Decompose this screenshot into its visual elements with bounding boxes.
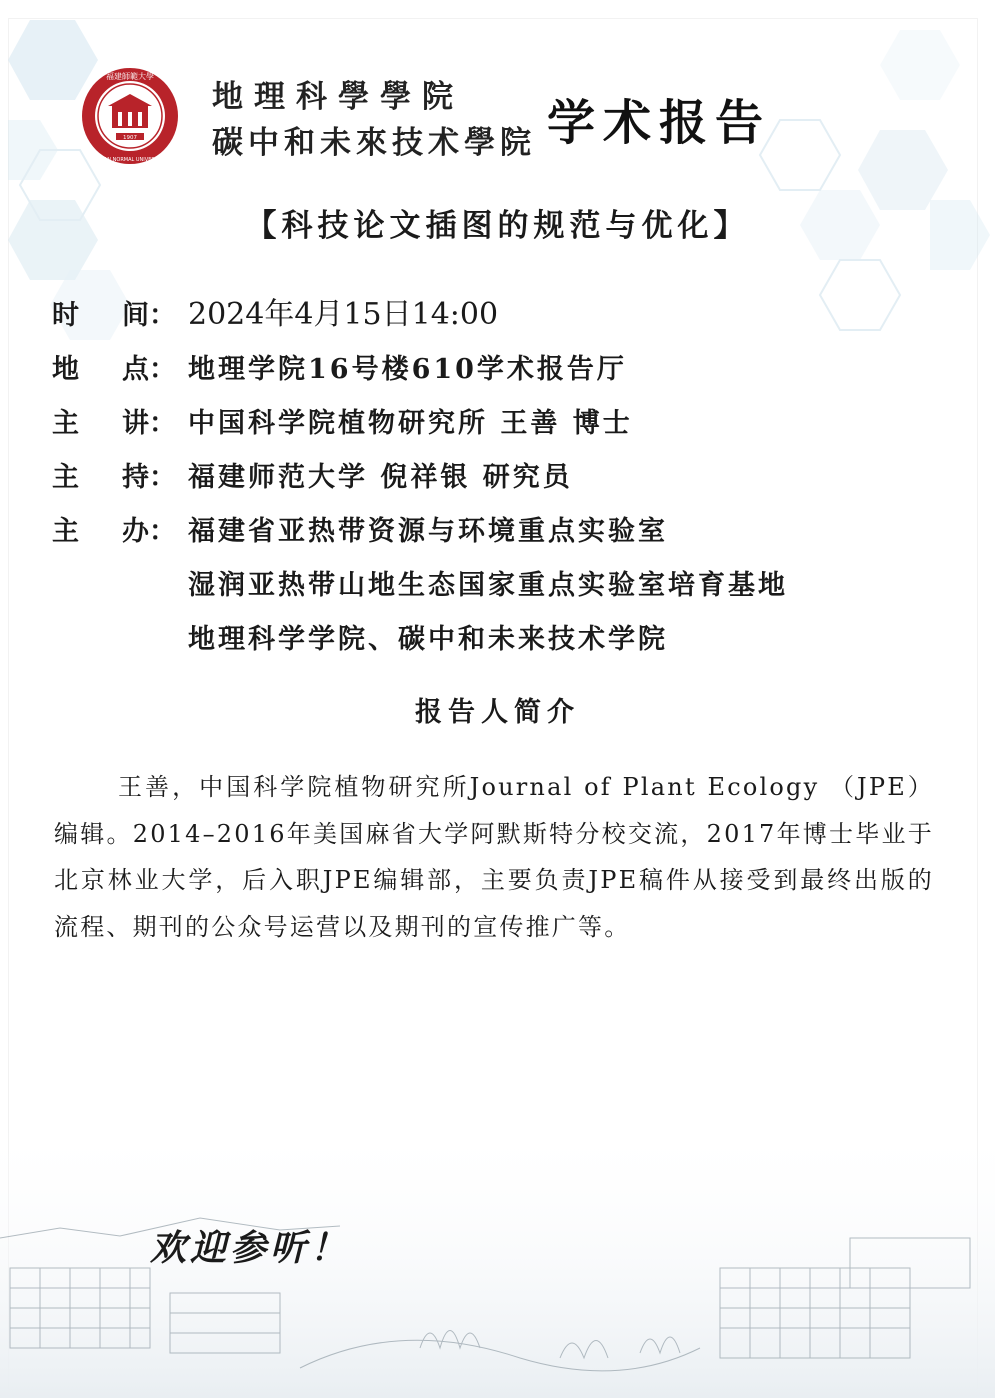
- seal-chars: 福建師範大學: [106, 72, 154, 81]
- info-place: [52, 350, 627, 390]
- host-label-b: 持：: [122, 462, 176, 493]
- time-label-a: 时: [52, 300, 79, 331]
- school-names: [212, 74, 536, 166]
- info-host: [52, 458, 573, 498]
- school-line-1: 地理科學學院: [212, 79, 464, 115]
- info-time: [52, 295, 498, 335]
- organizer-line-3: 地理科学学院、碳中和未来技术学院: [188, 624, 668, 655]
- info-organizer: [52, 512, 668, 552]
- place-label-a: 地: [52, 354, 79, 385]
- header-title: 学术报告: [547, 95, 772, 151]
- report-topic: 【科技论文插图的规范与优化】: [245, 208, 750, 244]
- host-label-a: 主: [52, 462, 79, 493]
- seal-year: 1907: [123, 135, 137, 141]
- seal-english: FUJIAN NORMAL UNIVERSITY: [94, 157, 166, 163]
- speaker-label-b: 讲：: [122, 408, 176, 439]
- info-organizer-cont: [52, 566, 788, 606]
- place-label-b: 点：: [122, 354, 176, 385]
- organizer-line-2: 湿润亚热带山地生态国家重点实验室培育基地: [188, 570, 788, 601]
- speaker-value: 中国科学院植物研究所 王善 博士: [188, 408, 633, 439]
- info-organizer-cont2: [52, 620, 668, 660]
- school-line-2: 碳中和未來技术學院: [212, 125, 536, 161]
- bio-title: 报告人简介: [415, 697, 580, 728]
- host-value: 福建师范大学 倪祥银 研究员: [188, 462, 573, 493]
- info-speaker: [52, 404, 633, 444]
- welcome-text: 欢迎参听！: [150, 1227, 351, 1269]
- organizer-label-a: 主: [52, 516, 79, 547]
- organizer-label-b: 办：: [122, 516, 176, 547]
- speaker-label-a: 主: [52, 408, 79, 439]
- university-seal-logo: [80, 66, 180, 166]
- organizer-line-1: 福建省亚热带资源与环境重点实验室: [188, 516, 668, 547]
- time-label-b: 间：: [122, 300, 176, 331]
- bio-paragraph: 王善，中国科学院植物研究所Journal of Plant Ecology （JPE）编辑。2014–2016年美国麻省大学阿默斯特分校交流，2017年博士毕业于北京林业大学，后入职JPE编辑部，主要负责JPE稿件从接受到最终出版的流程、期刊的公众号运营以及期刊的宣传推广等。: [54, 773, 934, 941]
- time-value: 2024年4月15日14:00: [188, 297, 499, 332]
- place-value: 地理学院16号楼610学术报告厅: [188, 354, 627, 385]
